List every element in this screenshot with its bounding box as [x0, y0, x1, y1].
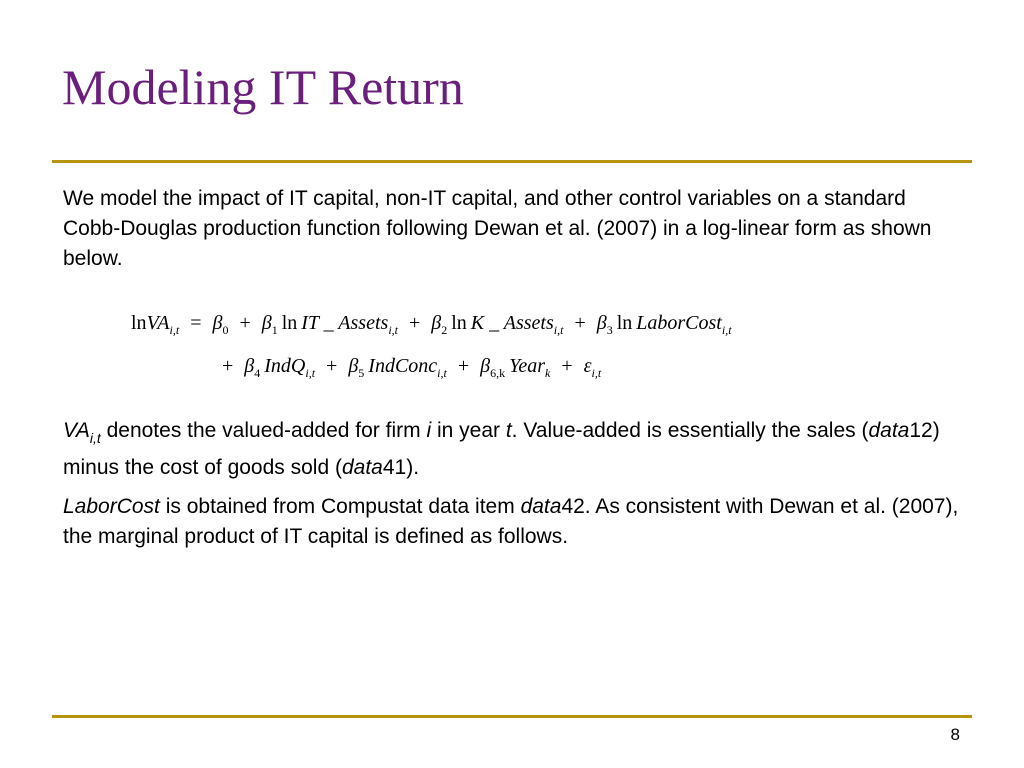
slide-title: Modeling IT Return — [62, 59, 464, 115]
laborcost-paragraph: LaborCost is obtained from Compustat data item data42. As consistent with Dewan et al. (2007), the marginal product of IT capital is defined as follows. — [63, 495, 959, 548]
title-divider — [52, 160, 972, 163]
intro-paragraph: We model the impact of IT capital, non-IT capital, and other control variables on a standard Cobb-Douglas production function following Dewan et al. (2007) in a log-linear form as shown below. — [63, 187, 932, 270]
page-number: 8 — [950, 725, 960, 744]
footer-divider — [52, 715, 972, 718]
va-definition-paragraph: $VA_{i,t}$ denotes the valued-added for firm i in year t. Value-added is essentially the sales (data12) minus the cost of goods sold (data41). — [63, 419, 940, 479]
